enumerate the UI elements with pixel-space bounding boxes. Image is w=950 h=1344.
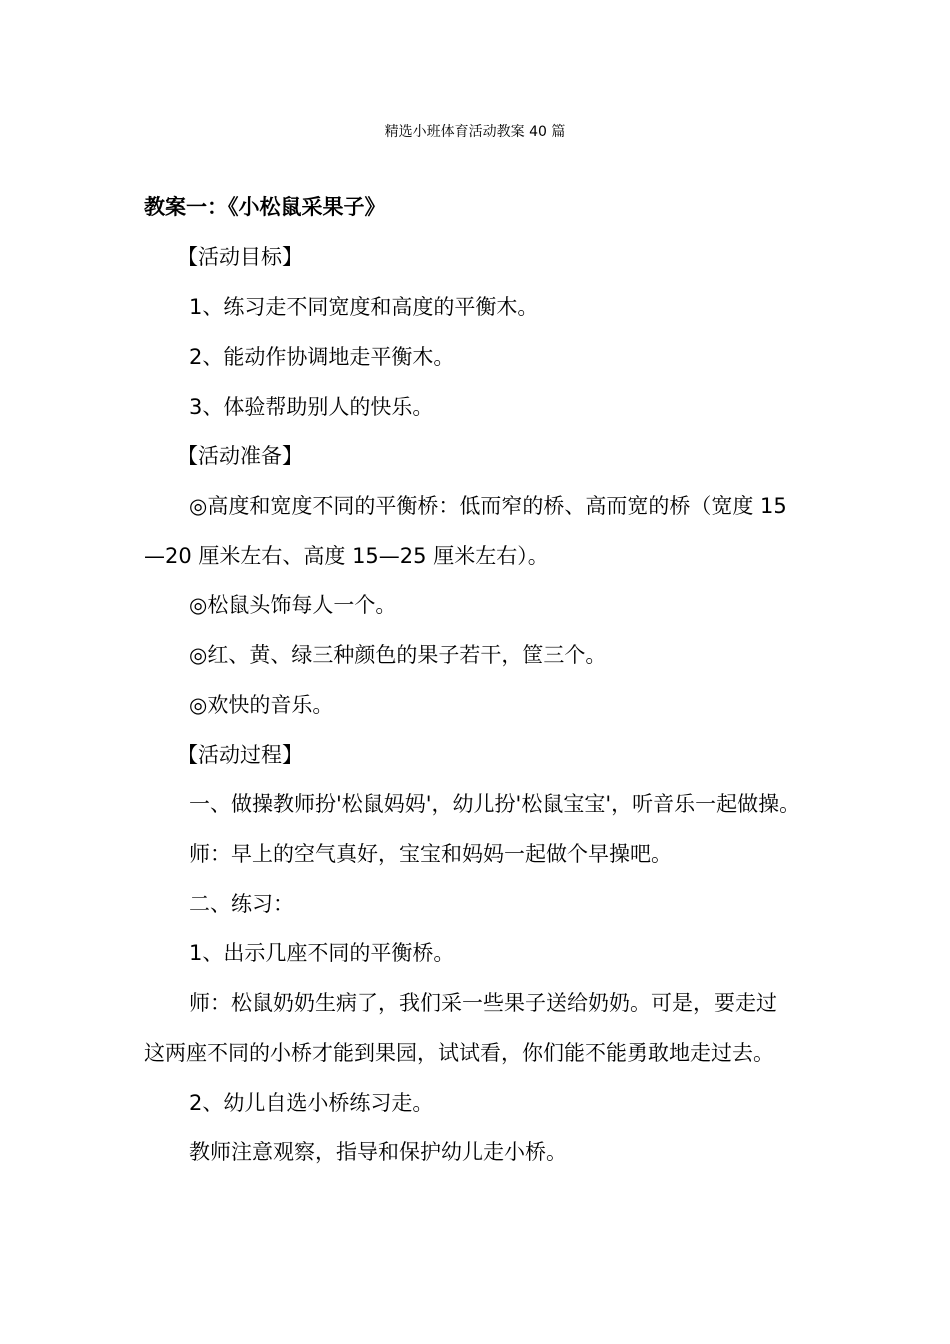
- paragraph-line: 师：早上的空气真好，宝宝和妈妈一起做个早操吧。: [189, 842, 672, 866]
- paragraph-line: 教师注意观察，指导和保护幼儿走小桥。: [189, 1140, 567, 1164]
- paragraph-line: 二、练习：: [189, 892, 294, 916]
- paragraph-line: 2、幼儿自选小桥练习走。: [189, 1091, 434, 1115]
- paragraph-line: 1、练习走不同宽度和高度的平衡木。: [189, 295, 539, 319]
- paragraph-line: ◎松鼠头饰每人一个。: [189, 593, 397, 617]
- paragraph-line: 2、能动作协调地走平衡木。: [189, 345, 455, 369]
- section-heading-goals: 【活动目标】: [177, 245, 303, 269]
- paragraph-line: —20 厘米左右、高度 15—25 厘米左右）。: [144, 544, 549, 568]
- paragraph-line: 3、体验帮助别人的快乐。: [189, 395, 434, 419]
- lesson-heading: 教案一：《小松鼠采果子》: [144, 195, 386, 219]
- section-heading-preparation: 【活动准备】: [177, 444, 303, 468]
- paragraph-line: 师：松鼠奶奶生病了，我们采一些果子送给奶奶。可是，要走过: [189, 991, 777, 1015]
- paragraph-line: 1、出示几座不同的平衡桥。: [189, 941, 455, 965]
- paragraph-line: ◎高度和宽度不同的平衡桥：低而窄的桥、高而宽的桥（宽度 15: [189, 494, 787, 518]
- paragraph-line: 一、做操教师扮'松鼠妈妈'，幼儿扮'松鼠宝宝'，听音乐一起做操。: [189, 792, 801, 816]
- paragraph-line: 这两座不同的小桥才能到果园，试试看，你们能不能勇敢地走过去。: [144, 1041, 774, 1065]
- document-title: 精选小班体育活动教案 40 篇: [384, 124, 566, 140]
- section-heading-process: 【活动过程】: [177, 743, 303, 767]
- paragraph-line: ◎红、黄、绿三种颜色的果子若干，筐三个。: [189, 643, 607, 667]
- paragraph-line: ◎欢快的音乐。: [189, 693, 334, 717]
